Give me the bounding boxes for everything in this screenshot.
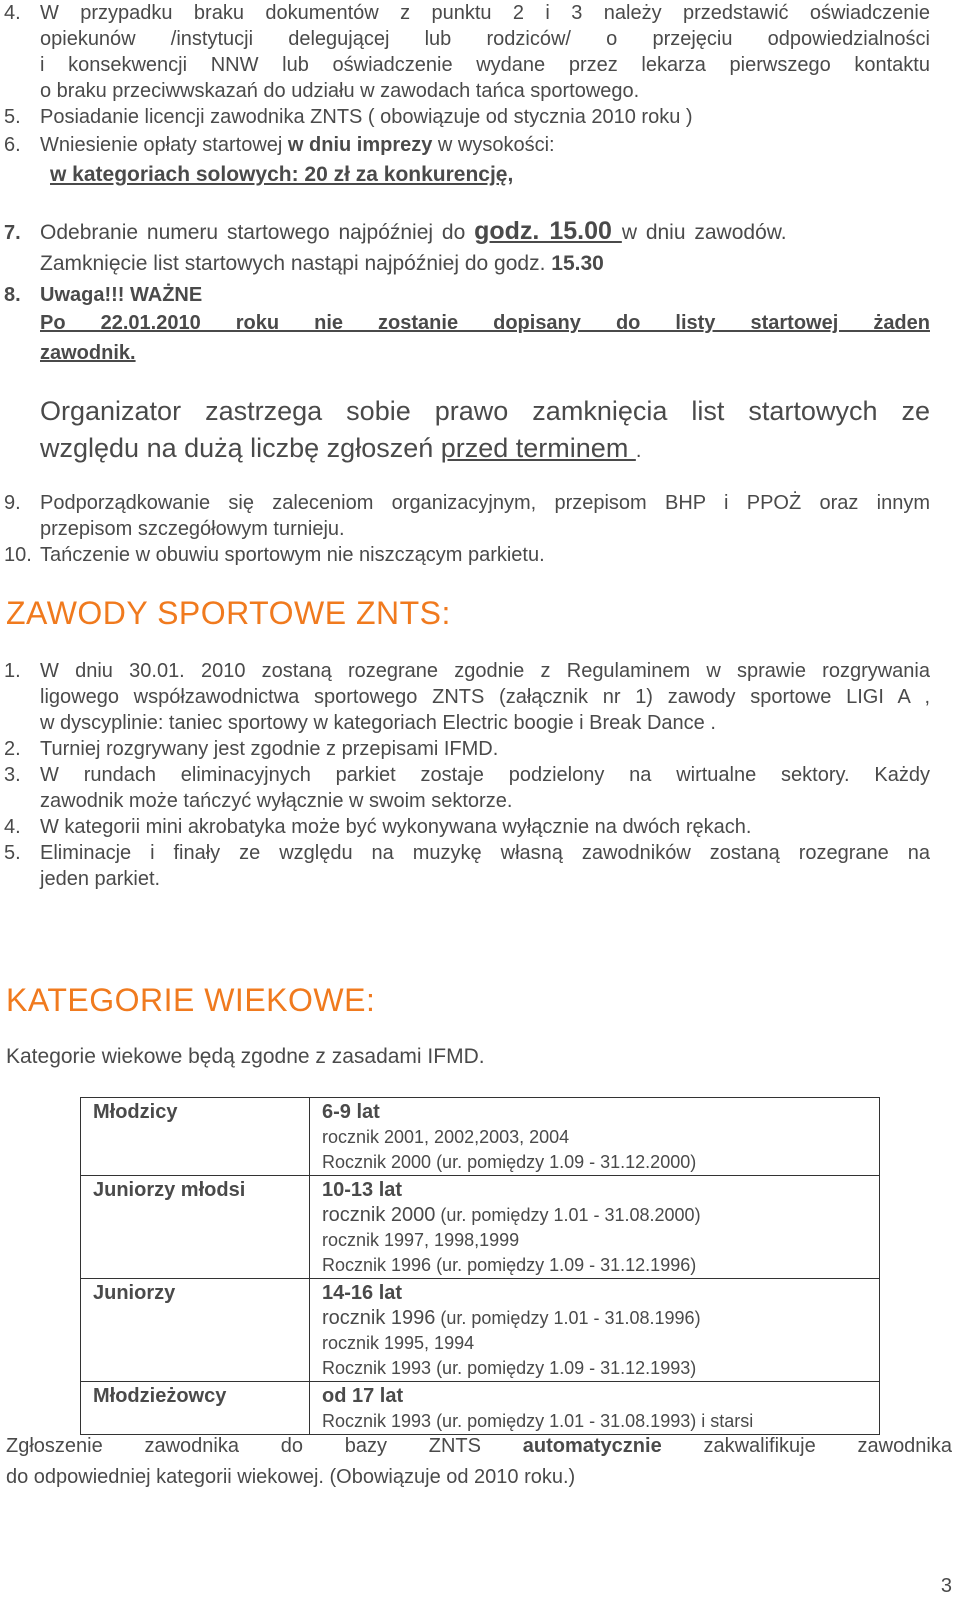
- section-heading-zawody: ZAWODY SPORTOWE ZNTS:: [6, 595, 451, 631]
- item-number: 6.: [4, 134, 21, 156]
- registration-note-bold: automatycznie: [522, 1435, 662, 1457]
- item-number: 1.: [4, 660, 21, 682]
- zawody-2-text: Turniej rozgrywany jest zgodnie z przepisami IFMD.: [40, 738, 499, 760]
- category-age: 10-13 lat: [322, 1179, 403, 1201]
- item-number: 7.: [4, 222, 21, 244]
- registration-note-pre: Zgłoszenie zawodnika do bazy ZNTS: [6, 1435, 523, 1457]
- zawody-5-line: jeden parkiet.: [40, 868, 161, 890]
- category-name: Młodzicy: [81, 1098, 310, 1176]
- item-8-line: Po 22.01.2010 roku nie zostanie dopisany do listy startowej żaden: [40, 312, 930, 334]
- item-number: 4.: [4, 2, 21, 24]
- item-6-bold: w dniu imprezy: [287, 134, 433, 156]
- table-row: [81, 1279, 880, 1382]
- registration-note-post: zakwalifikuje zawodnika: [661, 1435, 952, 1457]
- item-4-line: opiekunów /instytucji delegującej lub rodziców/ o przejęciu odpowiedzialności: [40, 28, 930, 50]
- zawody-1-line: W dniu 30.01. 2010 zostaną rozegrane zgodnie z Regulaminem w sprawie rozgrywania: [40, 660, 930, 682]
- category-year-line: Rocznik 1993 (ur. pomiędzy 1.01 - 31.08.1993) i starsi: [322, 1411, 754, 1431]
- item-6-post: w wysokości:: [432, 134, 555, 156]
- category-year-line: Rocznik 1993 (ur. pomiędzy 1.09 - 31.12.1993): [322, 1358, 697, 1378]
- category-year-line: Rocznik 2000 (ur. pomiędzy 1.09 - 31.12.2000): [322, 1152, 697, 1172]
- item-number: 3.: [4, 764, 21, 786]
- zawody-3-line: W rundach eliminacyjnych parkiet zostaje podzielony na wirtualne sektory. Każdy: [40, 764, 930, 786]
- item-number: 10.: [4, 544, 32, 566]
- category-name: Młodzieżowcy: [81, 1382, 310, 1435]
- category-year-range: (ur. pomiędzy 1.01 - 31.08.1996): [435, 1308, 701, 1328]
- category-year-line: [322, 1203, 871, 1228]
- item-number: 5.: [4, 106, 21, 128]
- organizer-note-line: [40, 432, 641, 467]
- item-7-line2: [40, 251, 604, 277]
- page-number: 3: [940, 1575, 952, 1597]
- category-age: od 17 lat: [322, 1385, 404, 1407]
- item-4-line: o braku przeciwwskazań do udziału w zawodach tańca sportowego.: [40, 80, 640, 102]
- category-year-line: rocznik 1995, 1994: [322, 1333, 475, 1353]
- item-6-pre: Wniesienie opłaty startowej: [40, 134, 288, 156]
- category-name: Juniorzy młodsi: [81, 1176, 310, 1279]
- table-row: [81, 1382, 880, 1435]
- item-10-text: Tańczenie w obuwiu sportowym nie niszczącym parkietu.: [40, 544, 545, 566]
- item-5-text: Posiadanie licencji zawodnika ZNTS ( obowiązuje od stycznia 2010 roku ): [40, 106, 693, 128]
- organizer-note-underlined: przed terminem: [440, 433, 636, 463]
- item-number: 9.: [4, 492, 21, 514]
- zawody-3-line: zawodnik może tańczyć wyłącznie w swoim sektorze.: [40, 790, 513, 812]
- category-details: [310, 1382, 880, 1435]
- category-year-range: (ur. pomiędzy 1.01 - 31.08.2000): [435, 1205, 701, 1225]
- zawody-4-text: W kategorii mini akrobatyka może być wykonywana wyłącznie na dwóch rękach.: [40, 816, 752, 838]
- organizer-note-line: Organizator zastrzega sobie prawo zamknięcia list startowych ze: [40, 396, 930, 426]
- category-age: 6-9 lat: [322, 1101, 380, 1123]
- registration-note-line: [6, 1433, 952, 1459]
- category-year-main: rocznik 2000: [322, 1204, 436, 1226]
- item-8-line: zawodnik.: [40, 342, 136, 364]
- zawody-1-line: ligowego współzawodnictwa sportowego ZNTS (załącznik nr 1) zawody sportowe LIGI A ,: [40, 686, 930, 708]
- registration-note-line: do odpowiedniej kategorii wiekowej. (Obowiązuje od 2010 roku.): [6, 1466, 576, 1488]
- table-row: [81, 1176, 880, 1279]
- fee-line: w kategoriach solowych: 20 zł za konkurencję,: [50, 163, 514, 186]
- zawody-5-line: Eliminacje i finały ze względu na muzykę własną zawodników zostaną rozegrane na: [40, 842, 930, 864]
- category-details: [310, 1279, 880, 1382]
- table-row: [81, 1098, 880, 1176]
- item-9-line: Podporządkowanie się zaleceniom organizacyjnym, przepisom BHP i PPOŻ oraz innym: [40, 492, 930, 514]
- item-number: 4.: [4, 816, 21, 838]
- zawody-1-line: w dyscyplinie: taniec sportowy w kategoriach Electric boogie i Break Dance .: [40, 712, 716, 734]
- category-name: Juniorzy: [81, 1279, 310, 1382]
- category-year-line: rocznik 2001, 2002,2003, 2004: [322, 1127, 570, 1147]
- kategorie-intro: Kategorie wiekowe będą zgodne z zasadami IFMD.: [6, 1045, 485, 1068]
- category-age: 14-16 lat: [322, 1282, 403, 1304]
- item-7-text: [40, 218, 787, 246]
- section-heading-kategorie: KATEGORIE WIEKOWE:: [6, 982, 376, 1018]
- item-6-text: [40, 132, 555, 158]
- item-7-time: 15.30: [551, 252, 604, 275]
- item-number: 5.: [4, 842, 21, 864]
- item-4-line: i konsekwencji NNW lub oświadczenie wydane przez lekarza pierwszego kontaktu: [40, 54, 930, 76]
- item-7-pre: Odebranie numeru startowego najpóźniej do: [40, 221, 475, 244]
- item-4-line: W przypadku braku dokumentów z punktu 2 i 3 należy przedstawić oświadczenie: [40, 2, 930, 24]
- item-number: 2.: [4, 738, 21, 760]
- item-7-godz: godz. 15.00: [474, 217, 622, 245]
- category-year-line: [322, 1306, 871, 1331]
- item-9-line: przepisom szczegółowym turnieju.: [40, 518, 345, 540]
- item-8-title: Uwaga!!! WAŻNE: [40, 284, 203, 306]
- category-year-main: rocznik 1996: [322, 1307, 436, 1329]
- category-year-line: Rocznik 1996 (ur. pomiędzy 1.09 - 31.12.1996): [322, 1255, 697, 1275]
- category-details: [310, 1098, 880, 1176]
- organizer-note-pre: względu na dużą liczbę zgłoszeń: [40, 433, 441, 463]
- age-category-table: [80, 1097, 880, 1435]
- item-7-line2-pre: Zamknięcie list startowych nastąpi najpóźniej do godz.: [40, 252, 552, 275]
- item-number: 8.: [4, 284, 21, 306]
- category-details: [310, 1176, 880, 1279]
- item-7-post: w dniu zawodów.: [621, 221, 787, 244]
- category-year-line: rocznik 1997, 1998,1999: [322, 1230, 520, 1250]
- organizer-note-dot: .: [635, 440, 642, 462]
